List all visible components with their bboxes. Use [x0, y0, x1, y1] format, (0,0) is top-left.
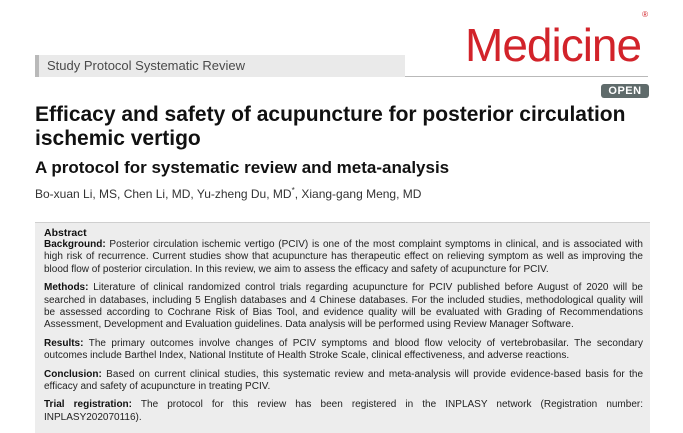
conclusion-label: Conclusion:	[44, 368, 102, 380]
authors-part-1[interactable]: Bo-xuan Li, MS, Chen Li, MD, Yu-zheng Du, MD	[35, 187, 292, 201]
journal-logo-text: Medicine	[465, 19, 642, 71]
header-rule	[405, 76, 648, 77]
abstract-trial-registration	[44, 399, 643, 424]
background-text: Posterior circulation ischemic vertigo (PCIV) is one of the most complaint symptoms in clinical, and is associated with high risk of recurrence. Current studies show that acupuncture has therapeutic effect on relieving symptom as well as improving the blood flow of posterior circulation. In this review, we aim to assess the efficacy and safety of acupuncture for PCIV.	[44, 239, 643, 275]
results-label: Results:	[44, 337, 84, 349]
corresponding-author-mark: *	[291, 186, 295, 195]
trial-registration-text: The protocol for this review has been registered in the INPLASY network (Registration number: INPLASY202070116).	[44, 399, 643, 423]
abstract-box	[35, 222, 650, 433]
abstract-conclusion	[44, 369, 643, 394]
article-title: Efficacy and safety of acupuncture for posterior circulation ischemic vertigo	[35, 103, 626, 150]
trial-registration-label: Trial registration:	[44, 399, 132, 411]
results-text: The primary outcomes involve changes of PCIV symptoms and blood flow velocity of vertebrobasilar. The secondary outcomes include Barthel Index, National Institute of Health Stroke Scale, clinical effectiveness, and adverse reactions.	[44, 337, 643, 362]
conclusion-text: Based on current clinical studies, this systematic review and meta-analysis will provide evidence-based basis for the efficacy and safety of acupuncture in treating PCIV.	[44, 368, 643, 393]
abstract-methods	[44, 282, 643, 332]
methods-label: Methods:	[44, 282, 89, 294]
methods-text: Literature of clinical randomized control trials regarding acupuncture for PCIV published before August of 2020 will be searched in databases, including 5 English databases and 4 Chinese databases. For the included studies, methodological quality will be assessed according to Cochrane Risk of Bias Tool, and evidence quality will be evaluated with Grading of Recommendations Assessment, Development and Evaluation guidelines. Data analysis will be performed using Review Manager Software.	[44, 282, 643, 331]
abstract-results	[44, 338, 643, 363]
article-subtitle: A protocol for systematic review and meta-analysis	[35, 158, 450, 177]
background-label: Background:	[44, 239, 106, 250]
author-list	[35, 186, 421, 201]
registered-mark: ®	[642, 9, 647, 19]
abstract-background	[44, 239, 643, 276]
journal-logo[interactable]	[465, 9, 647, 71]
authors-part-2[interactable]: , Xiang-gang Meng, MD	[294, 187, 422, 201]
section-bar	[35, 55, 405, 77]
abstract-heading: Abstract	[44, 227, 87, 239]
open-access-badge: OPEN	[601, 84, 649, 98]
section-label: Study Protocol Systematic Review	[47, 58, 245, 73]
